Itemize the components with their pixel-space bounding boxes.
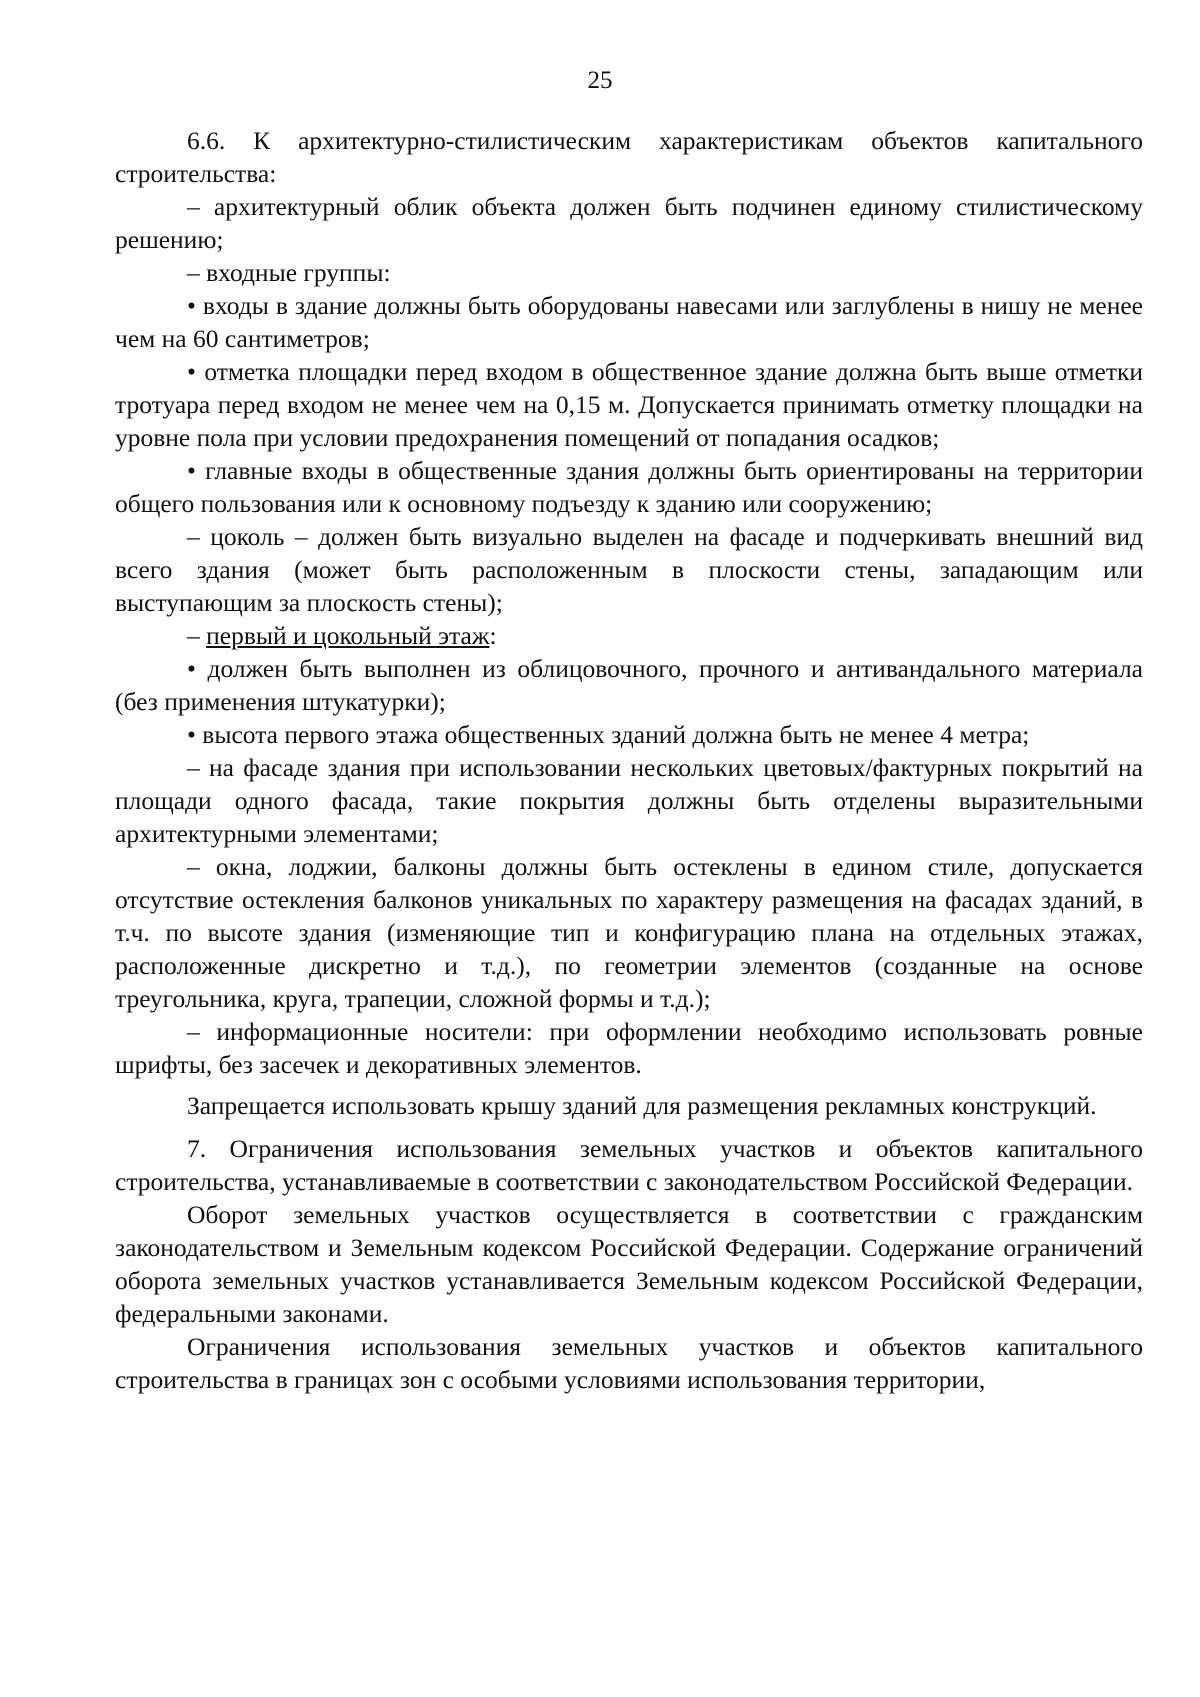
paragraph-section-7: 7. Ограничения использования земельных участков и объектов капитального строительства, устанавливаемые в соответствии с законодательством Российской Федерации. (115, 1134, 1143, 1196)
bullet-first-floor-height: • высота первого этажа общественных зданий должна быть не менее 4 метра; (187, 720, 1030, 749)
first-floor-suffix: : (489, 621, 497, 650)
bullet-entrances-canopies: • входы в здание должны быть оборудованы навесами или заглублены в нишу не менее чем на 60 сантиметров; (115, 291, 1143, 353)
first-floor-prefix: – (187, 621, 207, 650)
page-number: 25 (587, 67, 613, 94)
paragraph-land-turnover: Оборот земельных участков осуществляется в соответствии с гражданским законодательством и Земельным кодексом Российской Федерации. Содержание ограничений оборота земельных участков устанавливается Земельным кодексом Российской Федерации, федеральными законами. (115, 1200, 1143, 1328)
list-item-facade-coatings: – на фасаде здания при использовании нескольких цветовых/фактурных покрытий на площади одного фасада, такие покрытия должны быть отделены выразительными архитектурными элементами; (115, 753, 1143, 848)
list-item-windows-balconies: – окна, лоджии, балконы должны быть остеклены в едином стиле, допускается отсутствие остекления балконов уникальных по характеру размещения на фасадах зданий, в т.ч. по высоте здания (изменяющие тип и конфигурацию плана на отдельных этажах, расположенные дискретно и т.д.), по геометрии элементов (созданные на основе треугольника, круга, трапеции, сложной формы и т.д.); (115, 852, 1143, 1013)
paragraph-6-6: 6.6. К архитектурно-стилистическим характеристикам объектов капитального строительства: (115, 126, 1143, 188)
paragraph-roof-advertising: Запрещается использовать крышу зданий для размещения рекламных конструкций. (187, 1091, 1097, 1120)
bullet-main-entrances: • главные входы в общественные здания должны быть ориентированы на территории общего пользования или к основному подъезду к зданию или сооружению; (115, 456, 1143, 518)
list-item-first-floor (115, 619, 1143, 652)
bullet-cladding-material: • должен быть выполнен из облицовочного, прочного и антивандального материала (без применения штукатурки); (115, 654, 1143, 716)
paragraph-restrictions-zones: Ограничения использования земельных участков и объектов капитального строительства в границах зон с особыми условиями использования территории, (115, 1332, 1143, 1394)
list-item-information-carriers: – информационные носители: при оформлении необходимо использовать ровные шрифты, без засечек и декоративных элементов. (115, 1017, 1143, 1079)
list-item-entrance-groups: – входные группы: (187, 258, 391, 287)
list-item-architectural-appearance: – архитектурный облик объекта должен быть подчинен единому стилистическому решению; (115, 192, 1143, 254)
document-body (115, 124, 1143, 1396)
first-floor-underlined-text: первый и цокольный этаж (206, 621, 490, 650)
list-item-plinth: – цоколь – должен быть визуально выделен на фасаде и подчеркивать внешний вид всего здания (может быть расположенным в плоскости стены, западающим или выступающим за плоскость стены); (115, 522, 1143, 617)
bullet-platform-level: • отметка площадки перед входом в общественное здание должна быть выше отметки тротуара перед входом не менее чем на 0,15 м. Допускается принимать отметку площадки на уровне пола при условии предохранения помещений от попадания осадков; (115, 357, 1143, 452)
